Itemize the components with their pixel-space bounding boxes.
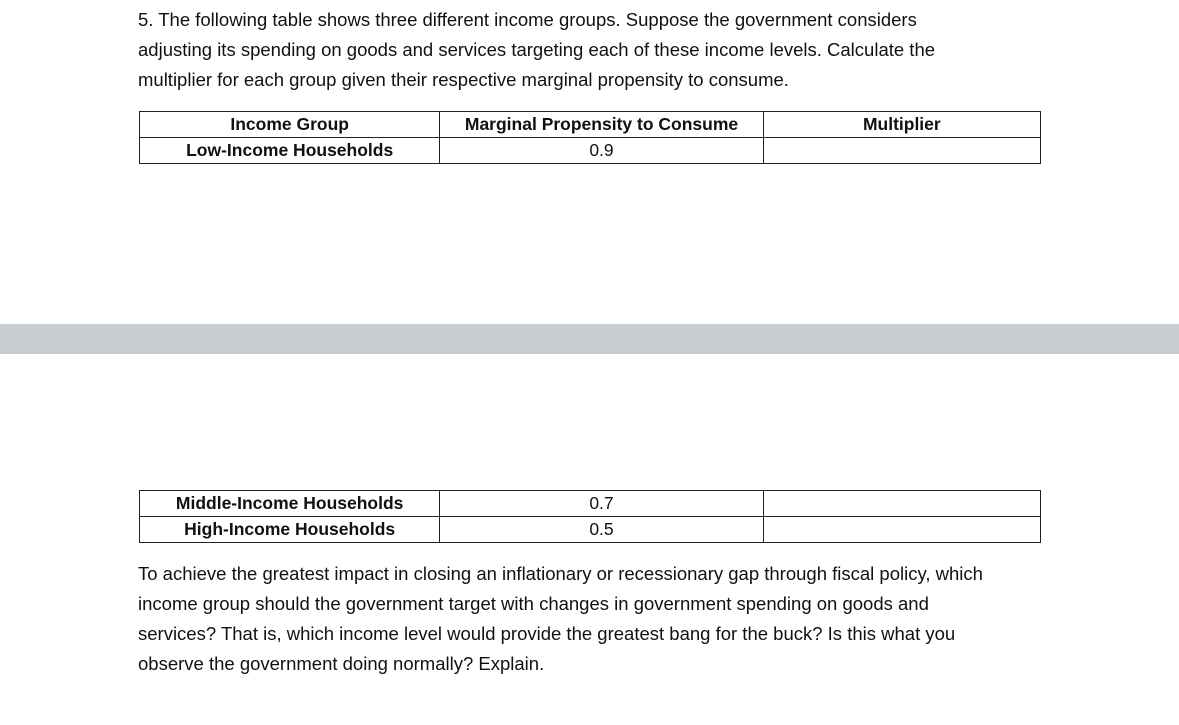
table-header-row (140, 112, 1041, 138)
cell-mpc: 0.7 (440, 491, 763, 517)
question-text (138, 5, 1038, 95)
income-table-bottom (139, 490, 1041, 543)
cell-multiplier[interactable] (763, 138, 1040, 164)
question-line: 5. The following table shows three different income groups. Suppose the government considers (138, 9, 917, 30)
header-income-group: Income Group (140, 112, 440, 138)
header-mpc: Marginal Propensity to Consume (440, 112, 763, 138)
table-row (140, 138, 1041, 164)
cell-income-group: High-Income Households (140, 517, 440, 543)
table-row (140, 491, 1041, 517)
followup-line: observe the government doing normally? Explain. (138, 653, 545, 674)
followup-line: income group should the government target with changes in government spending on goods and (138, 593, 929, 614)
cell-mpc: 0.5 (440, 517, 763, 543)
page-gap-divider (0, 324, 1179, 354)
cell-mpc: 0.9 (440, 138, 763, 164)
table-row (140, 517, 1041, 543)
cell-income-group: Low-Income Households (140, 138, 440, 164)
cell-multiplier[interactable] (763, 491, 1040, 517)
question-line: adjusting its spending on goods and services targeting each of these income levels. Calculate the (138, 39, 936, 60)
income-table-top (139, 111, 1041, 164)
followup-line: To achieve the greatest impact in closing an inflationary or recessionary gap through fiscal policy, which (138, 563, 983, 584)
followup-line: services? That is, which income level would provide the greatest bang for the buck? Is this what you (138, 623, 956, 644)
header-multiplier: Multiplier (763, 112, 1040, 138)
followup-question-text (138, 559, 1038, 679)
cell-income-group: Middle-Income Households (140, 491, 440, 517)
cell-multiplier[interactable] (763, 517, 1040, 543)
question-line: multiplier for each group given their respective marginal propensity to consume. (138, 69, 789, 90)
